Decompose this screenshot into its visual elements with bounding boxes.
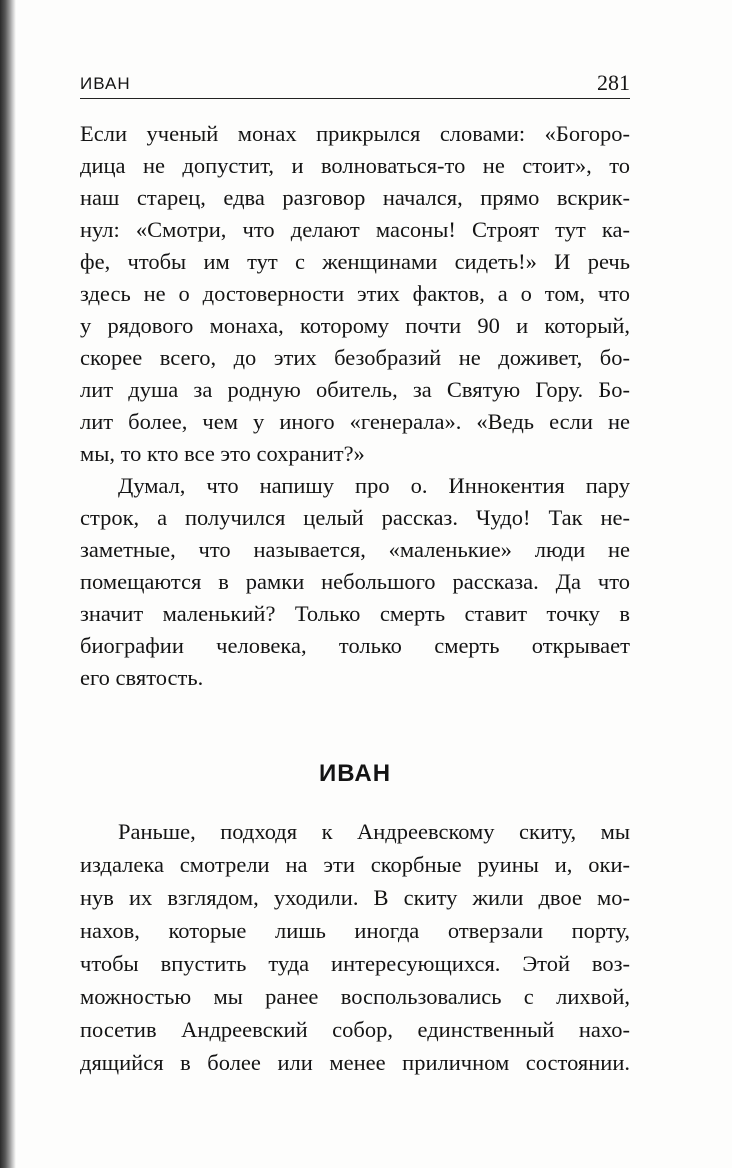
- text-line: у рядового монаха, которому почти 90 и который,: [80, 313, 630, 338]
- text-line: здесь не о достоверности этих фактов, а о том, что: [80, 281, 630, 306]
- running-head-title: ИВАН: [80, 74, 131, 93]
- text-line: Если ученый монах прикрылся словами: «Богоро-: [80, 121, 630, 146]
- text-line: Раньше, подходя к Андреевскому скиту, мы: [118, 819, 630, 844]
- page-binding-shadow: [0, 0, 16, 1168]
- section-heading: ИВАН: [318, 760, 392, 787]
- text-line: дица не допустит, и волноваться-то не стоит», то: [80, 153, 630, 178]
- text-line: лит душа за родную обитель, за Святую Гору. Бо-: [80, 377, 630, 402]
- text-line: биографии человека, только смерть открывает: [80, 633, 630, 658]
- text-line: издалека смотрели на эти скорбные руины и, оки-: [80, 852, 630, 877]
- text-line: строк, а получился целый рассказ. Чудо! Так не-: [80, 505, 630, 530]
- text-line: можностью мы ранее воспользовались с лихвой,: [80, 984, 630, 1009]
- text-line: его святость.: [80, 665, 204, 690]
- text-line: мы, то кто все это сохранит?»: [80, 441, 365, 466]
- text-line: Думал, что напишу про о. Иннокентия пару: [118, 473, 630, 498]
- text-line: нув их взглядом, уходили. В скиту жили двое мо-: [80, 885, 630, 910]
- running-head: [80, 72, 630, 99]
- text-line: нул: «Смотри, что делают масоны! Строят тут ка-: [80, 217, 630, 242]
- page-number: 281: [597, 70, 630, 95]
- text-line: фе, чтобы им тут с женщинами сидеть!» И речь: [80, 249, 630, 274]
- text-line: заметные, что называется, «маленькие» люди не: [80, 537, 630, 562]
- text-line: скорее всего, до этих безобразий не доживет, бо-: [80, 345, 630, 370]
- text-line: значит маленький? Только смерть ставит точку в: [80, 601, 630, 626]
- text-line: помещаются в рамки небольшого рассказа. Да что: [80, 569, 630, 594]
- text-line: дящийся в более или менее приличном состоянии.: [80, 1050, 630, 1075]
- text-line: нахов, которые лишь иногда отверзали порту,: [80, 918, 630, 943]
- text-line: посетив Андреевский собор, единственный нахо-: [80, 1017, 630, 1042]
- text-line: чтобы впустить туда интересующихся. Этой воз-: [80, 951, 630, 976]
- text-line: лит более, чем у иного «генерала». «Ведь если не: [80, 409, 630, 434]
- text-line: наш старец, едва разговор начался, прямо вскрик-: [80, 185, 630, 210]
